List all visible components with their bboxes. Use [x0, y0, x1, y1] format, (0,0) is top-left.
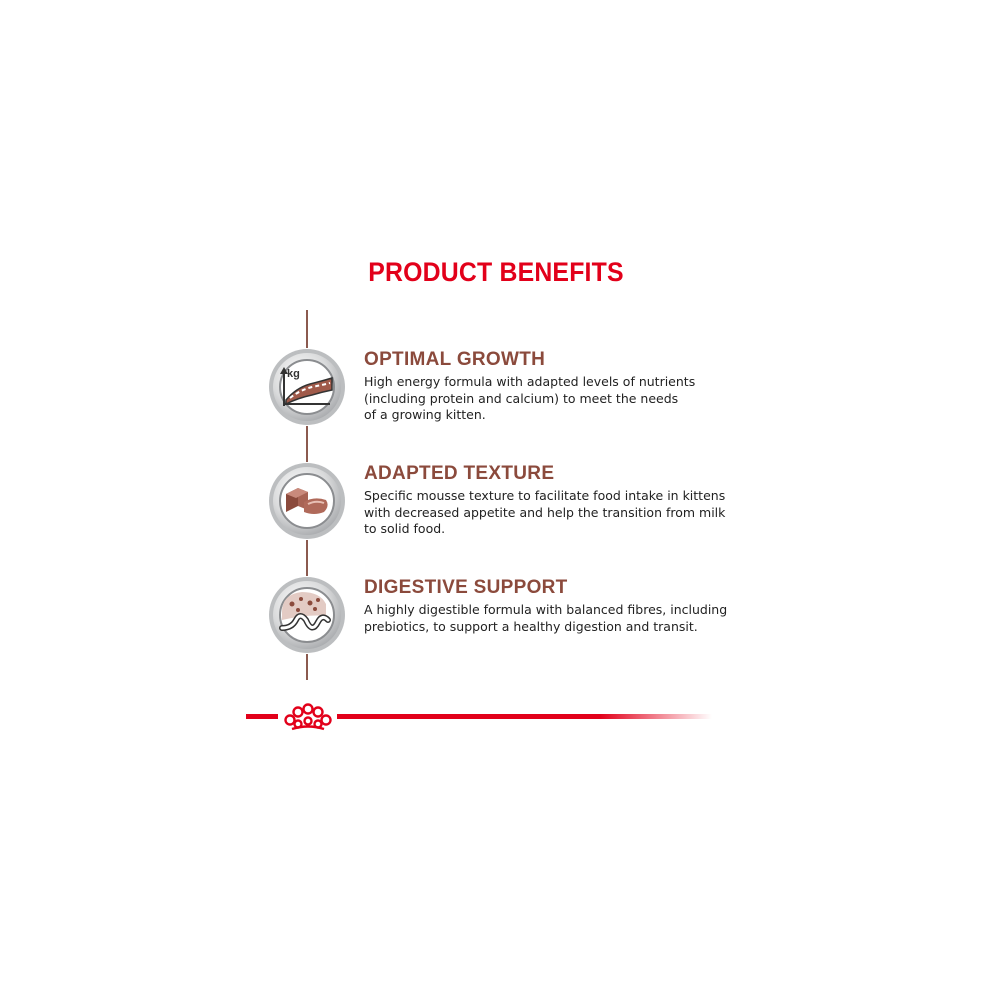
desc-line: with decreased appetite and help the transition from milk	[364, 504, 726, 520]
benefit-description	[364, 488, 744, 538]
desc-line: A highly digestible formula with balanced fibres, including	[364, 602, 728, 617]
benefit-description	[364, 602, 744, 635]
desc-line: (including protein and calcium) to meet the needs	[364, 390, 679, 406]
timeline-line-mid-2	[306, 540, 308, 576]
digestion-icon	[268, 576, 346, 654]
benefit-description	[364, 374, 744, 424]
desc-line: of a growing kitten.	[364, 407, 486, 422]
benefit-title: OPTIMAL GROWTH	[364, 349, 546, 370]
kg-label: kg	[287, 368, 300, 380]
benefit-title: ADAPTED TEXTURE	[364, 463, 555, 484]
benefit-text	[364, 349, 744, 424]
mousse-texture-icon	[268, 462, 346, 540]
benefit-text	[364, 577, 744, 635]
benefit-text	[364, 463, 744, 538]
desc-line: prebiotics, to support a healthy digestion and transit.	[364, 618, 698, 634]
page-title: PRODUCT BENEFITS	[368, 257, 624, 287]
weight-growth-icon	[268, 348, 346, 426]
desc-line: to solid food.	[364, 521, 446, 536]
timeline-line-top	[306, 310, 308, 348]
timeline-line-bottom	[306, 654, 308, 680]
benefit-title: DIGESTIVE SUPPORT	[364, 577, 568, 598]
footer-line-right	[337, 714, 712, 719]
footer-line-left	[246, 714, 278, 719]
royal-crown-logo	[280, 700, 336, 732]
desc-line: High energy formula with adapted levels of nutrients	[364, 374, 696, 389]
timeline-line-mid-1	[306, 426, 308, 462]
desc-line: Specific mousse texture to facilitate food intake in kittens	[364, 488, 726, 503]
